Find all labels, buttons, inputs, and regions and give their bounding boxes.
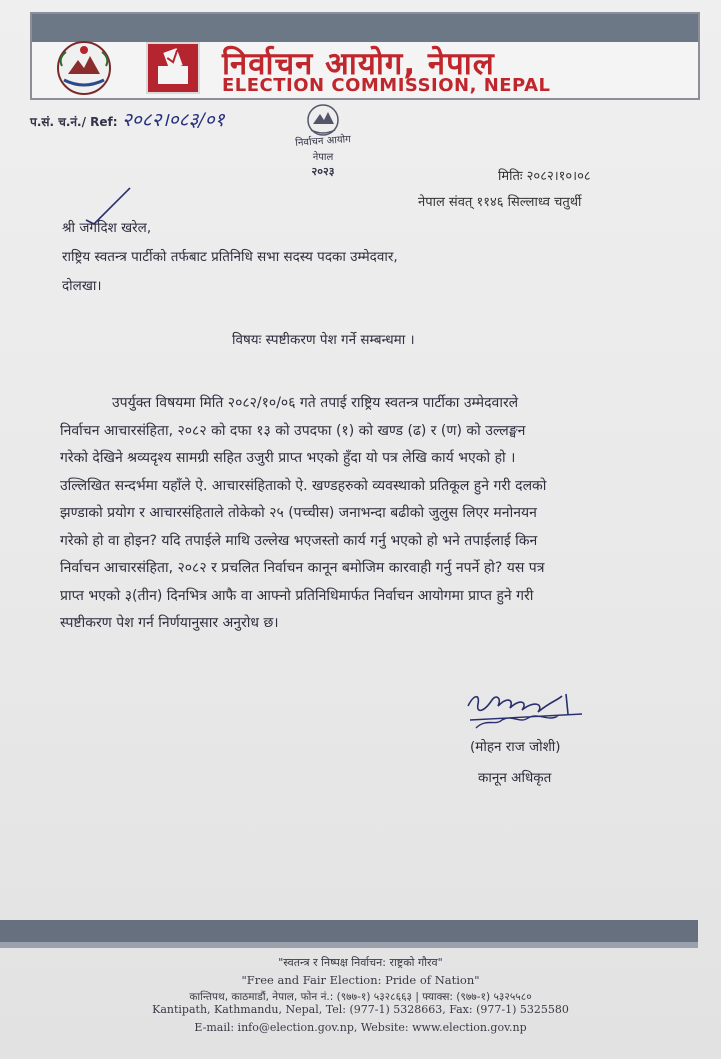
ballot-box-logo-icon	[146, 42, 200, 94]
body-line: उल्लिखित सन्दर्भमा यहाँले ऐ. आचारसंहिताको ऐ. खण्डहरुको व्यवस्थाको प्रतिकूल हुने गरी दलको	[60, 477, 547, 494]
addressee-line-3: दोलखा।	[62, 278, 102, 294]
seal-line-1: निर्वाचन आयोग	[294, 134, 352, 149]
footer-bar	[0, 920, 698, 942]
body-line: निर्वाचन आचारसंहिता, २०८२ र प्रचलित निर्वाचन कानून बमोजिम कारवाही गर्नु नपर्ने हो? यस पत्र	[60, 560, 545, 576]
letter-subject: विषयः स्पष्टीकरण पेश गर्ने सम्बन्धमा ।	[232, 332, 415, 348]
letterhead-title-nepali: निर्वाचन आयोग, नेपाल	[222, 46, 495, 82]
body-line: गरेको देखिने श्रव्यदृश्य सामग्री सहित उजुरी प्राप्त भएको हुँदा यो पत्र लेखि कार्य भएको हो ।	[60, 450, 516, 466]
nepal-coat-of-arms-icon	[54, 38, 114, 96]
signatory-title: कानून अधिकृत	[478, 770, 552, 786]
letter-body	[60, 390, 672, 638]
body-line: गरेको हो वा होइन? यदि तपाईले माथि उल्लेख भएजस्तो कार्य गर्नु भएको हो भने तपाईलाई किन	[60, 532, 538, 549]
reference-number: २०८२।०८३/०१	[122, 109, 225, 131]
body-line: निर्वाचन आचारसंहिता, २०८२ को दफा १३ को उपदफा (१) को खण्ड (ढ) र (ण) को उल्लङ्घन	[60, 422, 526, 439]
letterhead-top-bar	[32, 14, 698, 42]
footer-address-nepali: कान्तिपथ, काठमाडौं, नेपाल, फोन नं.: (९७७-१) ५३२८६६३ | फ्याक्स: (९७७-१) ५३२५५८०	[189, 991, 532, 1003]
seal-line-2: नेपाल	[312, 152, 334, 163]
reference-label: प.सं. च.नं./ Ref:	[30, 115, 118, 129]
addressee-line-2: राष्ट्रिय स्वतन्त्र पार्टीको तर्फबाट प्रतिनिधि सभा सदस्य पदका उम्मेदवार,	[62, 249, 398, 265]
footer-slogan-nepali: "स्वतन्त्र र निष्पक्ष निर्वाचन: राष्ट्रको गौरव"	[278, 956, 443, 969]
body-line: प्राप्त भएको ३(तीन) दिनभित्र आफै वा आफ्नो प्रतिनिधिमार्फत निर्वाचन आयोगमा प्राप्त हुने गरी	[60, 587, 534, 604]
body-line: स्पष्टीकरण पेश गर्न निर्णयानुसार अनुरोध छ।	[60, 615, 279, 631]
handwritten-signature	[462, 690, 592, 734]
addressee-line-1: श्री जगदिश खरेल,	[62, 220, 152, 236]
footer-bar-accent	[0, 942, 698, 948]
body-line: उपर्युक्त विषयमा मिति २०८२/१०/०६ गते तपाई राष्ट्रिय स्वतन्त्र पार्टीका उम्मेदवारले	[112, 395, 519, 411]
seal-line-3: २०२३	[311, 165, 335, 178]
footer-slogan-english: "Free and Fair Election: Pride of Nation"	[241, 973, 480, 987]
signatory-name: (मोहन राज जोशी)	[470, 739, 561, 755]
footer-contact: E-mail: info@election.gov.np, Website: www.election.gov.np	[194, 1021, 527, 1034]
body-line: झण्डाको प्रयोग र आचारसंहिताले तोकेको २५ (पच्चीस) जनाभन्दा बढीको जुलुस लिएर मनोनयन	[60, 505, 537, 521]
nepal-sambat-date: नेपाल संवत् ११४६ सिल्लाध्व चतुर्थी	[418, 195, 582, 210]
letterhead	[30, 12, 700, 100]
footer-address-english: Kantipath, Kathmandu, Nepal, Tel: (977-1) 5328663, Fax: (977-1) 5325580	[152, 1003, 569, 1016]
letterhead-title-english: ELECTION COMMISSION, NEPAL	[222, 75, 551, 96]
letter-date: मितिः २०८२।१०।०८	[498, 169, 591, 184]
